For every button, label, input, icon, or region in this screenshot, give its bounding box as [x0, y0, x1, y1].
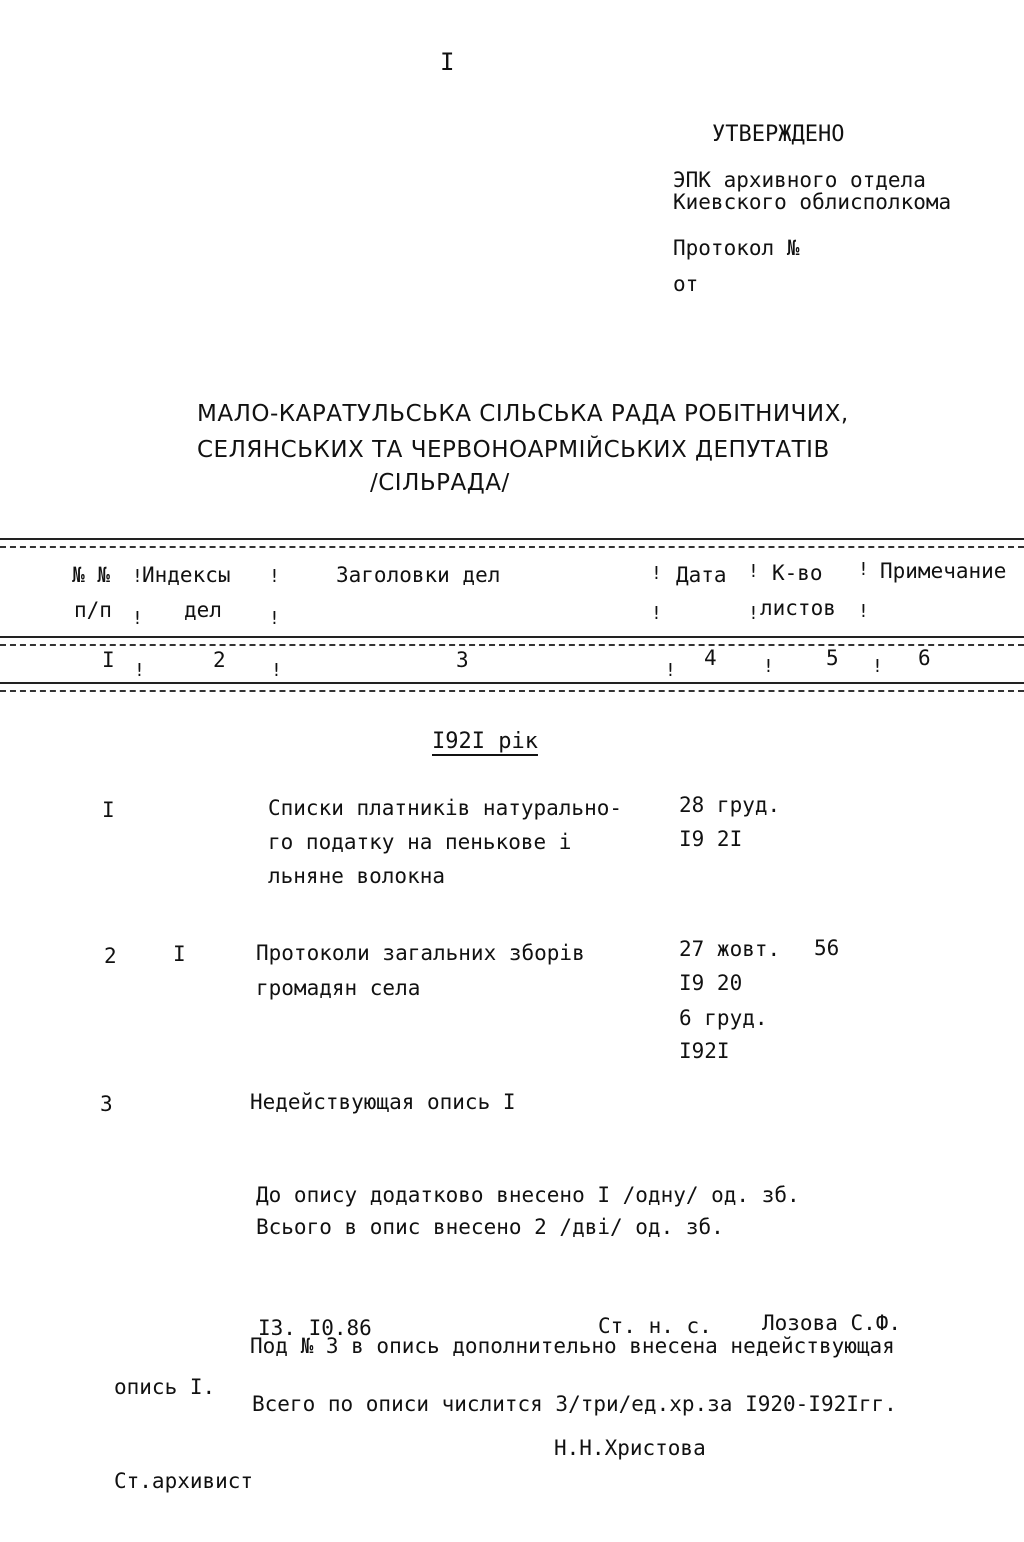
col-title-label: Заголовки дел	[336, 563, 501, 587]
col-number-5: 5	[826, 646, 839, 670]
col-separator: !	[651, 603, 662, 624]
col-separator: !	[132, 608, 143, 629]
row-title-line: громадян села	[256, 976, 421, 1000]
col-sheets-label-2: листов	[760, 596, 836, 620]
notes-line2: Всього в опис внесено 2 /дві/ од. зб.	[256, 1215, 724, 1239]
signature-name: Н.Н.Христова	[554, 1436, 706, 1460]
col-number-6: 6	[918, 646, 931, 670]
approval-title: УТВЕРЖДЕНО	[712, 122, 845, 147]
col-number-label-2: п/п	[74, 598, 112, 622]
table-header-rule-dashed	[0, 644, 1024, 646]
row-title-line: Протоколи загальних зборів	[256, 941, 585, 965]
approval-protocol: Протокол №	[673, 236, 800, 260]
col-separator: !	[134, 660, 145, 681]
row-number: 3	[100, 1092, 113, 1116]
row-date-line: I92I	[679, 1039, 730, 1063]
col-separator: !	[858, 601, 869, 622]
org-title-line1: МАЛО-КАРАТУЛЬСЬКА СІЛЬСЬКА РАДА РОБІТНИЧИХ,	[197, 401, 849, 427]
addendum-line1-prefix: опись I.	[114, 1375, 216, 1399]
row-title-line: льняне волокна	[268, 864, 446, 888]
col-number-label: № №	[72, 563, 110, 587]
col-separator: !	[651, 563, 662, 584]
col-separator: !	[132, 566, 143, 587]
signature-date: I3. I0.86	[258, 1316, 372, 1340]
approval-body-line1: ЭПК архивного отдела	[673, 168, 926, 192]
col-index-label-2: дел	[184, 598, 222, 622]
col-notes-label: Примечание	[880, 559, 1007, 583]
signature-position: Ст. н. с.	[598, 1314, 712, 1338]
table-numbers-rule-dashed	[0, 690, 1024, 692]
col-separator: !	[748, 561, 759, 582]
col-separator: !	[763, 656, 774, 677]
year-heading: I92I рік	[432, 729, 538, 754]
signature-position: Ст.архивист	[114, 1469, 254, 1493]
row-index: I	[173, 942, 186, 966]
row-title-line: Недействующая опись I	[250, 1090, 516, 1114]
org-title-line3: /СІЛЬРАДА/	[370, 470, 510, 496]
col-separator: !	[858, 559, 869, 580]
col-separator: !	[271, 660, 282, 681]
row-sheets: 56	[814, 936, 840, 960]
org-title-line2: СЕЛЯНСЬКИХ ТА ЧЕРВОНОАРМІЙСЬКИХ ДЕПУТАТІВ	[197, 437, 830, 463]
col-number-2: 2	[213, 648, 226, 672]
table-numbers-rule	[0, 682, 1024, 684]
approval-from: от	[673, 272, 699, 296]
col-number-1: I	[102, 648, 115, 672]
approval-body-line2: Киевского облисполкома	[673, 190, 952, 214]
row-date-line: 28 груд.	[679, 793, 781, 817]
col-separator: !	[269, 608, 280, 629]
col-separator: !	[748, 603, 759, 624]
addendum-line2: Всего по описи числится 3/три/ед.хр.за I920-I92Iгг.	[252, 1392, 897, 1416]
row-date-line: 27 жовт.	[679, 937, 781, 961]
row-title-line: го податку на пенькове і	[268, 830, 572, 854]
addendum-line1: Под № 3 в опись дополнительно внесена недействующая	[250, 1334, 895, 1358]
col-sheets-label: К-во	[772, 561, 823, 585]
col-date-label: Дата	[676, 563, 727, 587]
row-date-line: 6 груд.	[679, 1006, 768, 1030]
notes-line1: До опису додатково внесено I /одну/ од. зб.	[256, 1183, 800, 1207]
row-date-line: I9 20	[679, 971, 743, 995]
signature-name: Лозова С.Ф.	[762, 1311, 902, 1335]
col-separator: !	[665, 660, 676, 681]
row-date-line: I9 2I	[679, 827, 743, 851]
table-top-rule-dashed	[0, 546, 1024, 548]
row-number: I	[102, 798, 115, 822]
table-top-rule	[0, 538, 1024, 540]
row-number: 2	[104, 944, 117, 968]
col-separator: !	[269, 566, 280, 587]
page-number: I	[440, 48, 455, 76]
row-title-line: Списки платників натурально-	[268, 796, 623, 820]
table-header-rule	[0, 636, 1024, 638]
col-number-4: 4	[704, 646, 717, 670]
col-separator: !	[872, 656, 883, 677]
col-number-3: 3	[456, 648, 469, 672]
col-index-label: Индексы	[142, 563, 231, 587]
